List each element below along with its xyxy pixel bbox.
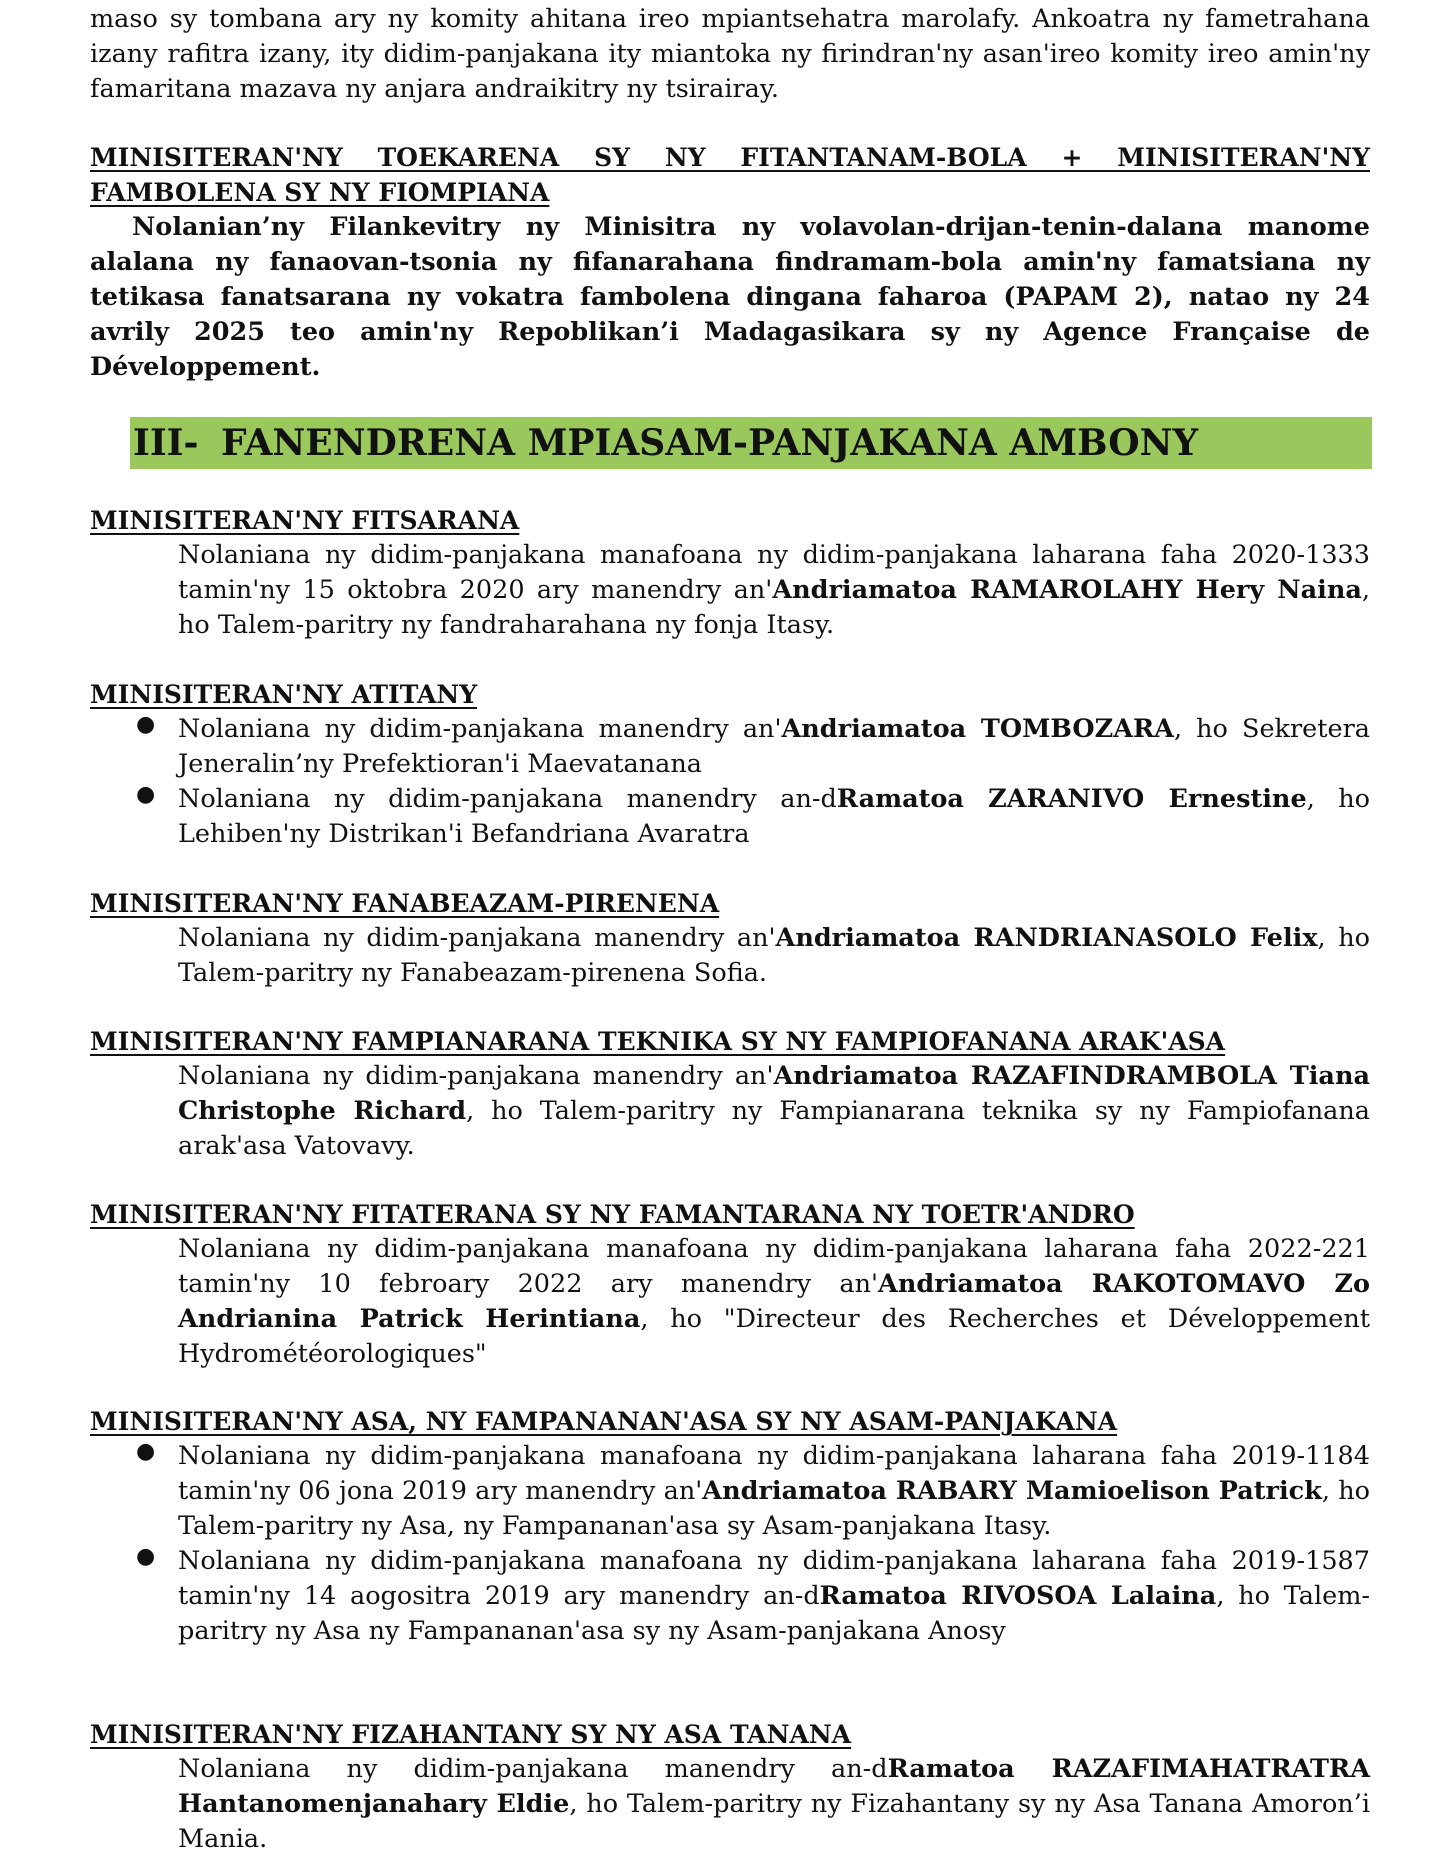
agri-paragraph: Nolanian’ny Filankevitry ny Minisitra ny volavolan-drijan-tenin-dalana manome alalana ny fanaovan-tsonia ny fifanarahana findramam-bola amin'ny famatsiana ny tetikasa fanatsarana ny vokatra fambolena dingana faharoa (PAPAM 2), natao ny 24 avrily 2025 teo amin'ny Repoblikan’i Madagasikara sy ny Agence Française de Développement.: [90, 212, 1370, 382]
education-text-post: , ho Talem-paritry ny Fanabeazam-pirenena Sofia.: [178, 923, 1370, 988]
item-text-pre: Nolaniana ny didim-panjakana manendry an-d: [178, 784, 837, 814]
interior-list: [90, 712, 1370, 852]
interior-block: [90, 677, 1370, 852]
education-block: [90, 886, 1370, 991]
education-paragraph: [178, 921, 1370, 991]
technical-block: [90, 1024, 1370, 1164]
transport-appointee: Andriamatoa RAKOTOMAVO Zo Andrianina Patrick Herintiana: [178, 1269, 1370, 1334]
transport-text-pre: Nolaniana ny didim-panjakana manafoana ny didim-panjakana laharana faha 2022-221 tamin'ny 10 febroary 2022 ary manendry an': [178, 1234, 1370, 1299]
agri-heading-line2: FAMBOLENA SY NY FIOMPIANA: [90, 178, 550, 207]
section-number: III-: [133, 422, 199, 464]
item-appointee: Andriamatoa RABARY Mamioelison Patrick: [702, 1476, 1322, 1506]
intro-block: [90, 2, 1370, 107]
education-appointee: Andriamatoa RANDRIANASOLO Felix: [775, 923, 1318, 953]
tourism-text-post: , ho Talem-paritry ny Fizahantany sy ny Asa Tanana Amoron’i Mania.: [178, 1789, 1370, 1854]
item-appointee: Andriamatoa TOMBOZARA: [781, 714, 1174, 744]
item-appointee: Ramatoa ZARANIVO Ernestine: [836, 784, 1307, 814]
tourism-text-pre: Nolaniana ny didim-panjakana manendry an-d: [178, 1754, 888, 1784]
item-text-post: , ho Sekretera Jeneralin’ny Prefektioran'i Maevatanana: [178, 714, 1370, 779]
technical-paragraph: [178, 1059, 1370, 1164]
item-text-post: , ho Talem-paritry ny Asa ny Fampananan'asa sy ny Asam-panjakana Anosy: [178, 1581, 1370, 1646]
transport-block: [90, 1197, 1370, 1372]
bullet-icon: ●: [136, 782, 156, 807]
transport-paragraph: [178, 1232, 1370, 1372]
item-text-post: , ho Lehiben'ny Distrikan'i Befandriana Avaratra: [178, 784, 1370, 849]
labour-heading: MINISITERAN'NY ASA, NY FAMPANANAN'ASA SY NY ASAM-PANJAKANA: [90, 1407, 1118, 1436]
item-appointee: Ramatoa RIVOSOA Lalaina: [819, 1581, 1217, 1611]
transport-text-post: , ho "Directeur des Recherches et Développement Hydrométéorologiques": [178, 1304, 1370, 1369]
agri-heading-line1: MINISITERAN'NY TOEKARENA SY NY FITANTANAM-BOLA + MINISITERAN'NY: [90, 143, 1370, 172]
item-text-post: , ho Talem-paritry ny Asa, ny Fampananan'asa sy Asam-panjakana Itasy.: [178, 1476, 1370, 1541]
list-item: [90, 782, 1370, 852]
justice-paragraph: [178, 538, 1370, 643]
item-text-pre: Nolaniana ny didim-panjakana manafoana ny didim-panjakana laharana faha 2019-1587 tamin'ny 14 aogositra 2019 ary manendry an-d: [178, 1546, 1370, 1611]
item-text-pre: Nolaniana ny didim-panjakana manafoana ny didim-panjakana laharana faha 2019-1184 tamin'ny 06 jona 2019 ary manendry an': [178, 1441, 1370, 1506]
justice-heading: MINISITERAN'NY FITSARANA: [90, 506, 520, 535]
technical-appointee: Andriamatoa RAZAFINDRAMBOLA Tiana Christophe Richard: [178, 1061, 1371, 1126]
item-text-pre: Nolaniana ny didim-panjakana manendry an': [178, 714, 782, 744]
bullet-icon: ●: [136, 712, 156, 737]
list-item: [90, 1544, 1370, 1649]
agri-block: [90, 140, 1370, 385]
justice-block: [90, 503, 1370, 643]
technical-text-post: , ho Talem-paritry ny Fampianarana teknika sy ny Fampiofanana arak'asa Vatovavy.: [178, 1096, 1370, 1161]
interior-heading: MINISITERAN'NY ATITANY: [90, 680, 478, 709]
labour-block: [90, 1404, 1370, 1649]
justice-text-post: , ho Talem-paritry ny fandraharahana ny fonja Itasy.: [178, 575, 1370, 640]
labour-list: [90, 1439, 1370, 1649]
section-title: [133, 420, 1198, 466]
education-text-pre: Nolaniana ny didim-panjakana manendry an': [178, 923, 776, 953]
tourism-heading: MINISITERAN'NY FIZAHANTANY SY NY ASA TANANA: [90, 1720, 852, 1749]
justice-appointee: Andriamatoa RAMAROLAHY Hery Naina: [772, 575, 1362, 605]
bullet-icon: ●: [136, 1439, 156, 1464]
intro-paragraph: maso sy tombana ary ny komity ahitana ireo mpiantsehatra marolafy. Ankoatra ny fametrahana izany rafitra izany, ity didim-panjakana ity miantoka ny firindran'ny asan'ireo komity ireo amin'ny famaritana mazava ny anjara andraikitry ny tsirairay.: [90, 4, 1370, 104]
list-item: [90, 712, 1370, 782]
technical-text-pre: Nolaniana ny didim-panjakana manendry an': [178, 1061, 774, 1091]
bullet-icon: ●: [136, 1544, 156, 1569]
technical-heading: MINISITERAN'NY FAMPIANARANA TEKNIKA SY NY FAMPIOFANANA ARAK'ASA: [90, 1027, 1226, 1056]
transport-heading: MINISITERAN'NY FITATERANA SY NY FAMANTARANA NY TOETR'ANDRO: [90, 1200, 1135, 1229]
tourism-paragraph: [178, 1752, 1370, 1857]
education-heading: MINISITERAN'NY FANABEAZAM-PIRENENA: [90, 889, 720, 918]
list-item: [90, 1439, 1370, 1544]
justice-text-pre: Nolaniana ny didim-panjakana manafoana ny didim-panjakana laharana faha 2020-1333 tamin'ny 15 oktobra 2020 ary manendry an': [178, 540, 1370, 605]
tourism-appointee: Ramatoa RAZAFIMAHATRATRA Hantanomenjanahary Eldie: [178, 1754, 1370, 1819]
section-title-text: FANENDRENA MPIASAM-PANJAKANA AMBONY: [221, 422, 1199, 464]
tourism-block: [90, 1717, 1370, 1857]
